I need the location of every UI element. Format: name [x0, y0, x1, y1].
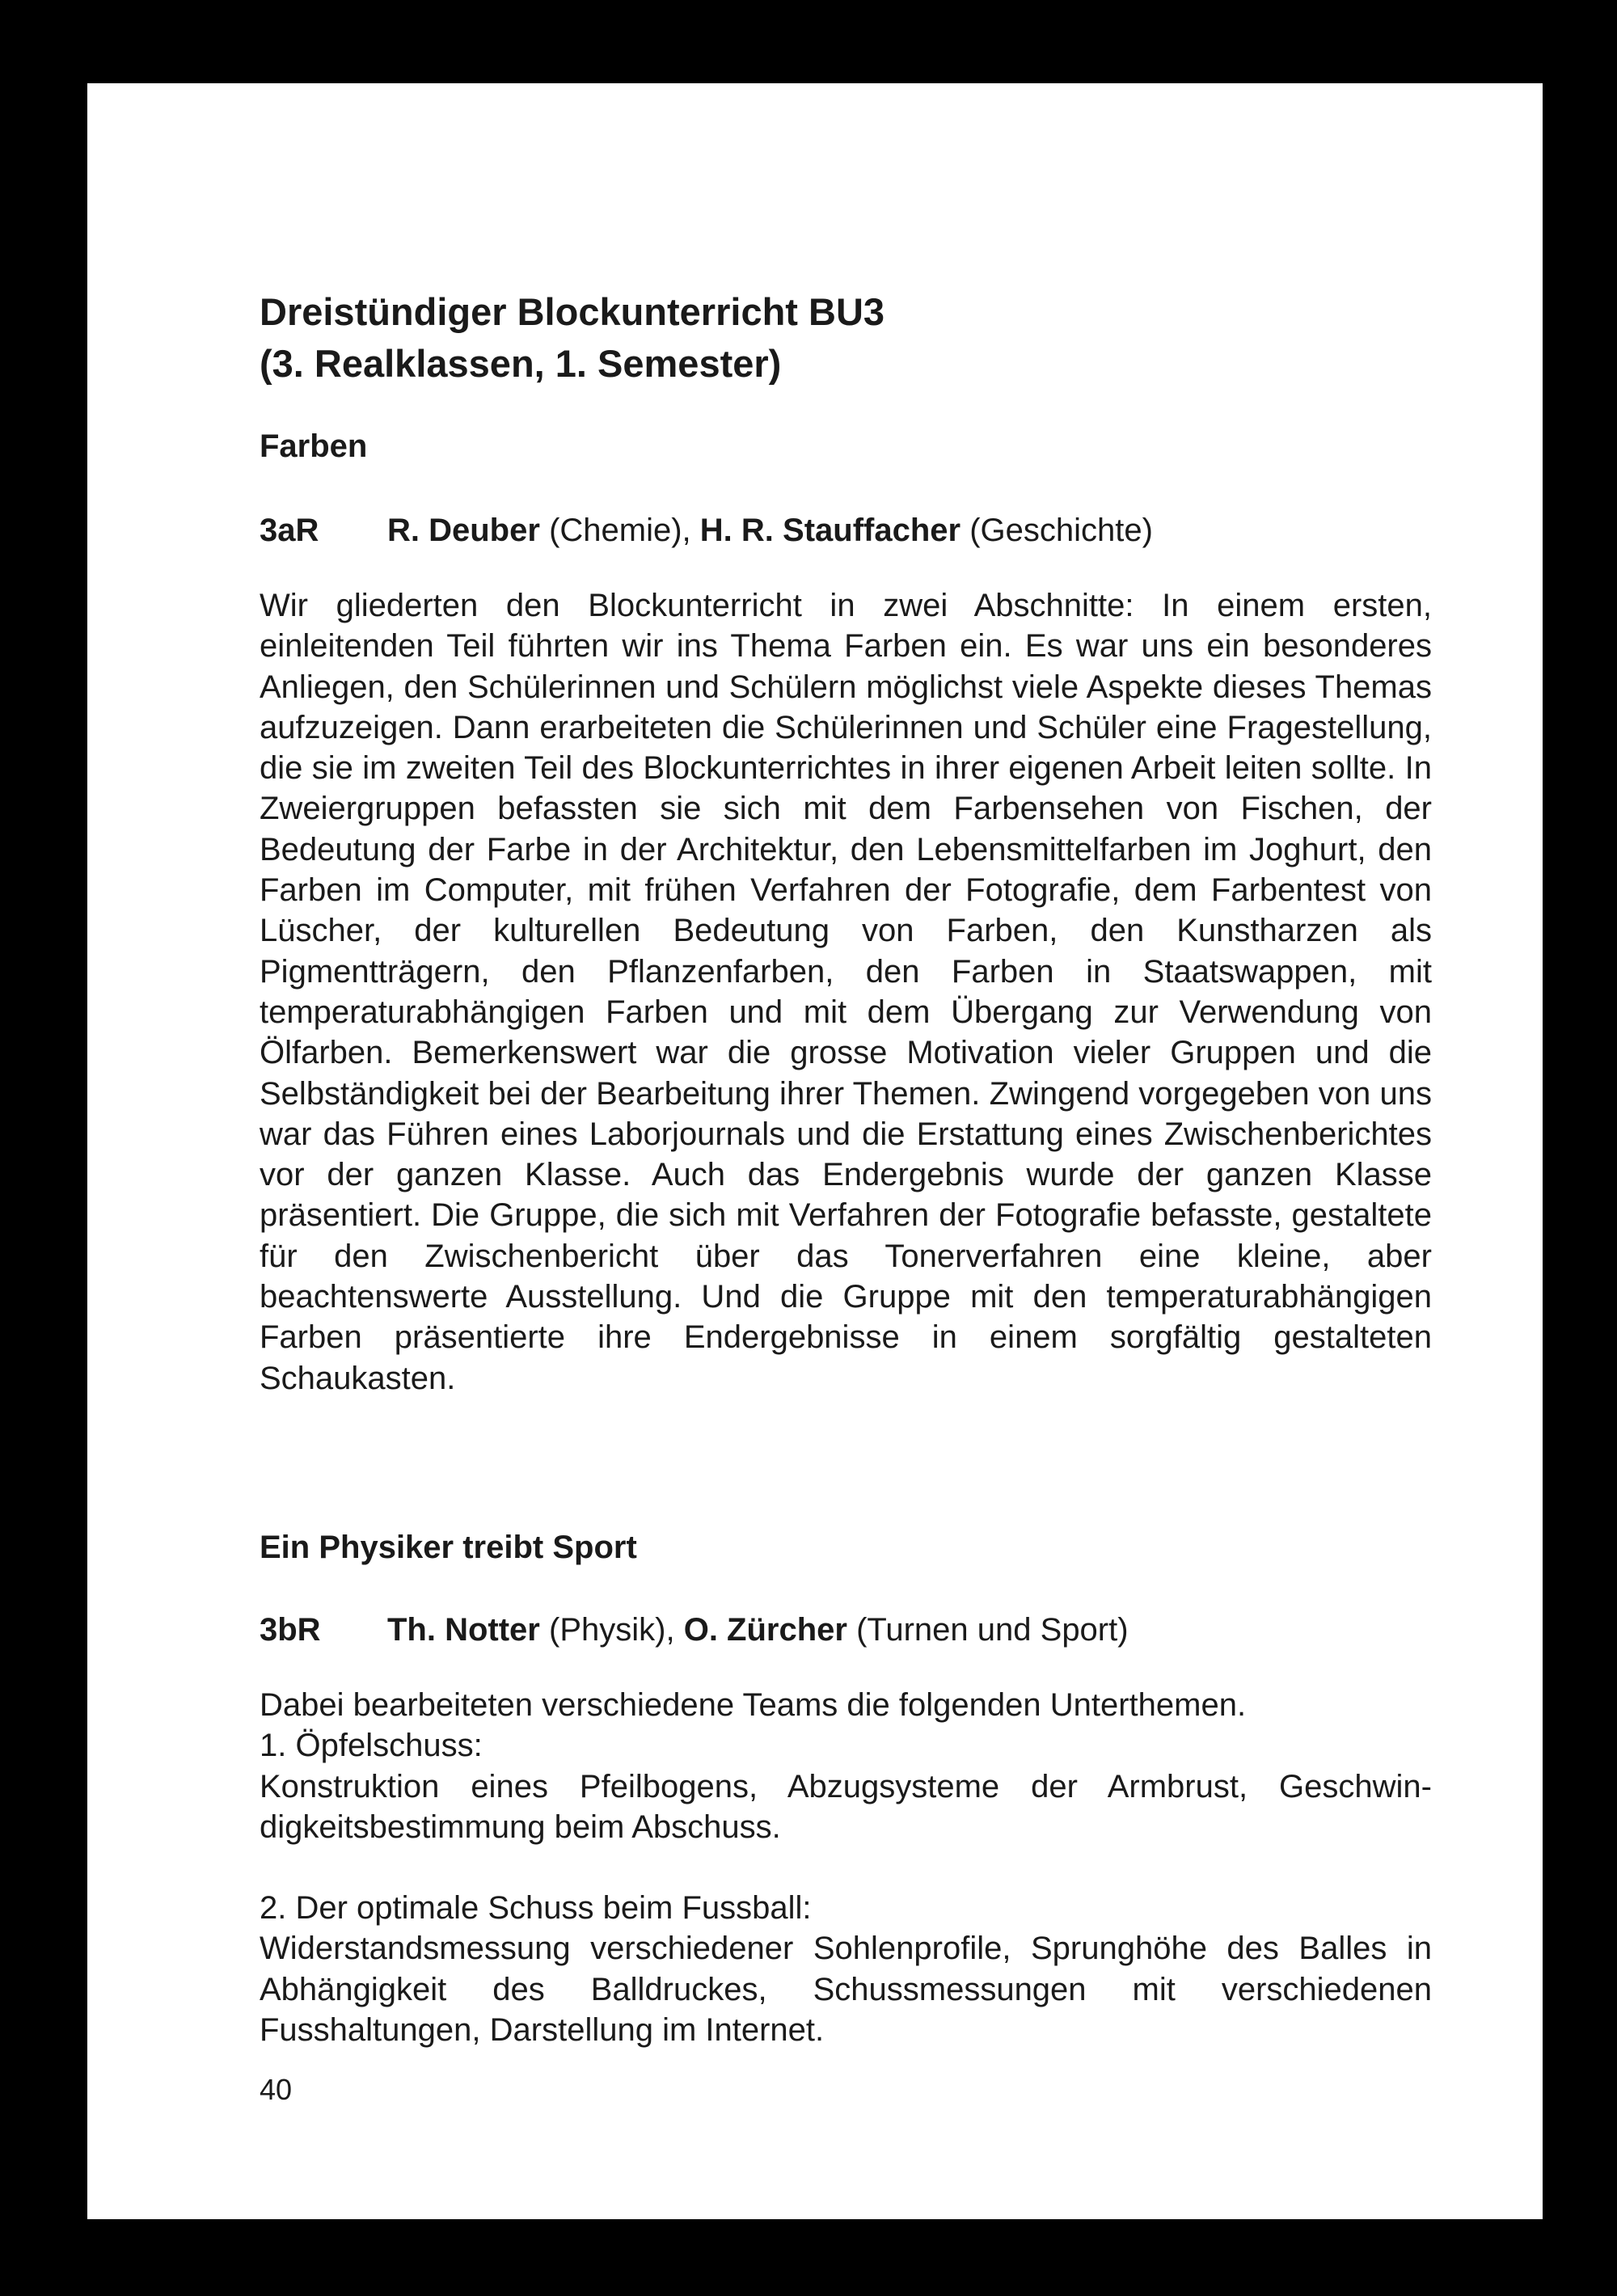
class-code: 3bR [260, 1611, 321, 1648]
teacher-subject: (Geschichte) [969, 513, 1153, 548]
title-line-1: Dreistündiger Blockunterricht BU3 [260, 290, 885, 333]
teacher-name: O. Zürcher [683, 1611, 847, 1648]
section-heading-farben: Farben [260, 428, 368, 464]
list-item-title: 2. Der optimale Schuss beim Fussball: [260, 1890, 812, 1927]
page-content [260, 205, 1432, 2050]
list-item-text: Widerstandsmessung verschiedener Sohlenprofile, Sprunghöhe des Balles in Abhängigkeit des Balldruckes, Schussmessungen mit verschiedenen Fusshaltungen, Darstellung im Internet. [260, 1931, 1432, 2049]
page-title [260, 286, 1432, 390]
page-number: 40 [260, 2073, 293, 2106]
teacher-name: R. Deuber [387, 513, 540, 548]
teacher-subject: (Physik), [549, 1611, 675, 1648]
class-line-3bR [260, 1607, 1432, 1652]
title-line-2: (3. Realklassen, 1. Semester) [260, 342, 782, 385]
section-heading-physiker: Ein Physiker treibt Sport [260, 1529, 637, 1565]
teacher-name: H. R. Stauffacher [699, 513, 961, 548]
teacher-subject: (Turnen und Sport) [856, 1611, 1129, 1648]
class-line-3aR [260, 508, 1432, 553]
class-code: 3aR [260, 513, 319, 548]
list-item-text: Konstruktion eines Pfeilbogens, Abzugsysteme der Armbrust, Geschwindigkeitsbestimmung beim Abschuss. [260, 1768, 1432, 1845]
section-body-paragraph: Wir gliederten den Blockunterricht in zwei Abschnitte: In einem ersten, einleitenden Teil führten wir ins Thema Farben ein. Es war uns ein besonderes Anliegen, den Schülerinnen und Schülern möglichst viele Aspekte dieses Themas aufzuzeigen. Dann erarbeiteten die Schülerinnen und Schüler eine Fragestellung, die sie im zweiten Teil des Blockunterrichtes in ihrer eigenen Arbeit leiten sollte. In Zweiergruppen befassten sie sich mit dem Farbensehen von Fischen, der Bedeutung der Farbe in der Architektur, den Lebensmittelfarben im Joghurt, den Farben im Computer, mit frühen Verfahren der Fotografie, dem Farbentest von Lüscher, der kulturellen Bedeutung von Farben, den Kunstharzen als Pigmentträgern, den Pflanzenfarben, den Farben in Staatswappen, mit temperaturabhängigen Farben und mit dem Übergang zur Verwendung von Ölfarben. Bemerkenswert war die grosse Motivation vieler Gruppen und die Selbständigkeit bei der Bearbeitung ihrer Themen. Zwingend vorgegeben von uns war das Führen eines Laborjournals und die Erstattung eines Zwischenberichtes vor der ganzen Klasse. Auch das Endergebnis wurde der ganzen Klasse präsentiert. Die Gruppe, die sich mit Verfahren der Fotografie befasste, gestaltete für den Zwischenbericht über das Tonerverfahren eine kleine, aber beachtenswerte Ausstellung. Und die Gruppe mit den temperaturabhängigen Farben präsentierte ihre Endergebnisse in einem sorgfältig gestalteten Schaukasten. [260, 588, 1432, 1396]
document-page [87, 83, 1543, 2219]
teacher-name: Th. Notter [387, 1611, 540, 1648]
list-item-title: 1. Öpfelschuss: [260, 1728, 483, 1764]
teacher-subject: (Chemie), [549, 513, 691, 548]
section-intro: Dabei bearbeiteten verschiedene Teams die folgenden Unterthemen. [260, 1686, 1247, 1723]
